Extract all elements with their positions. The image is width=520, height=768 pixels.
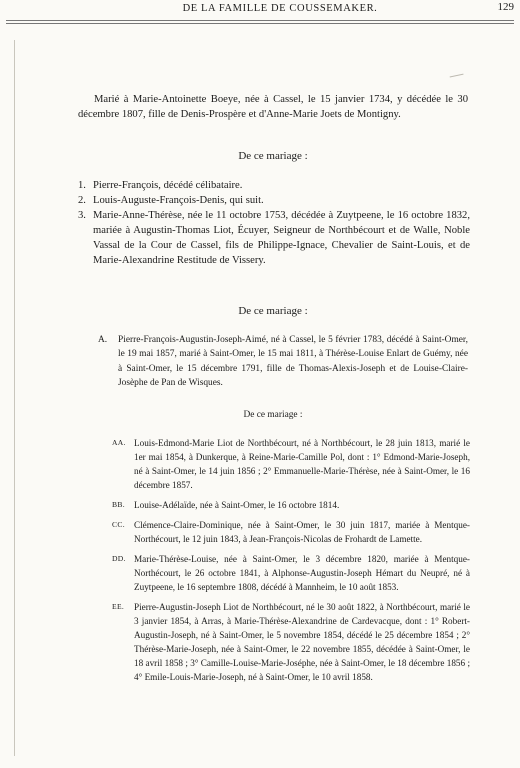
entry-label: CC. xyxy=(112,520,125,529)
item-text: Pierre-François, décédé célibataire. xyxy=(93,180,243,191)
entry-text: Marie-Thérèse-Louise, née à Saint-Omer, le 3 décembre 1820, mariée à Mentque-Northécourt, le 26 octobre 1841, à Alphonse-Augustin-Joseph Hémart du Neupré, né à Zuytpeene, le 16 septembre 1808, décédé à Mannheim, le 10 août 1853. xyxy=(134,554,470,592)
children-list-1 xyxy=(78,178,470,268)
list-item xyxy=(112,498,470,512)
entry-label: A. xyxy=(98,335,108,345)
children-list-3 xyxy=(112,436,470,690)
section-heading-3: De ce mariage : xyxy=(243,410,303,420)
item-number: 2. xyxy=(78,195,86,206)
entry-text: Pierre-Augustin-Joseph Liot de Northbécourt, né le 30 août 1822, à Northbécourt, marié le 3 janvier 1854, à Arras, à Marie-Thérèse-Alexandrine de Cardevacque, dont : 1° Robert-Augustin-Joseph, né à Saint-Omer, le 5 novembre 1854, décédé le 25 décembre 1854 ; 2° Thérèse-Marie-Joseph, née à Saint-Omer, le 22 novembre 1855, décédée à Saint-Omer, le 18 avril 1858 ; 3° Camille-Louise-Marie-Joséphe, née à Saint-Omer, le 18 décembre 1856 ; 4° Emile-Louis-Marie-Joseph, né à Saint-Omer, le 10 avril 1858. xyxy=(134,602,470,682)
item-text: Louis-Auguste-François-Denis, qui suit. xyxy=(93,195,264,206)
header-rule-bottom xyxy=(6,23,514,24)
list-item xyxy=(78,193,470,208)
entry-text: Louise-Adélaïde, née à Saint-Omer, le 16 octobre 1814. xyxy=(134,500,340,510)
section-heading-1: De ce mariage : xyxy=(238,150,308,162)
child-entry-a xyxy=(98,333,468,391)
list-item xyxy=(112,436,470,492)
list-item xyxy=(78,208,470,268)
header-rule-top xyxy=(6,20,514,21)
item-number: 3. xyxy=(78,210,86,221)
entry-label: EE. xyxy=(112,602,125,611)
entry-label: BB. xyxy=(112,500,125,509)
entry-text: Louis-Edmond-Marie Liot de Northbécourt, né à Northbécourt, le 28 juin 1813, marié le 1er mai 1854, à Dunkerque, à Reine-Marie-Camille Pol, dont : 1° Edmond-Marie-Joseph, né à Saint-Omer, le 14 juin 1856 ; 2° Emmanuelle-Marie-Thérèse, née à Saint-Omer, le 16 décembre 1857. xyxy=(134,438,470,490)
section-heading-2: De ce mariage : xyxy=(238,305,308,317)
list-item xyxy=(112,600,470,684)
entry-text: Clémence-Claire-Dominique, née à Saint-Omer, le 30 juin 1817, mariée à Mentque-Northécourt, le 12 juin 1843, à Jean-François-Nicolas de Frohardt de Lamette. xyxy=(134,520,470,544)
entry-label: DD. xyxy=(112,554,126,563)
item-number: 1. xyxy=(78,180,86,191)
page-edge-line xyxy=(14,40,15,756)
list-item xyxy=(112,552,470,594)
entry-text: Pierre-François-Augustin-Joseph-Aimé, né à Cassel, le 5 février 1783, décédé à Saint-Omer, le 19 mai 1857, marié à Saint-Omer, le 15 mai 1811, à Thérèse-Louise Enlart de Guémy, née à Saint-Omer, le 15 décembre 1791, fille de Thomas-Alexis-Joseph et de Louise-Claire-Josèphe de Pan de Wisques. xyxy=(118,335,468,389)
list-item xyxy=(112,518,470,546)
entry-label: AA. xyxy=(112,438,126,447)
list-item xyxy=(78,178,470,193)
item-text: Marie-Anne-Thérèse, née le 11 octobre 1753, décédée à Zuytpeene, le 16 octobre 1832, mariée à Augustin-Thomas Liot, Écuyer, Seigneur de Northbécourt et de Walle, Noble Vassal de la Cour de Cassel, fils de Philippe-Ignace, Chevalier de Saint-Louis, et de Marie-Alexandrine Restitude de Vissery. xyxy=(93,210,470,266)
page-number: 129 xyxy=(497,1,514,13)
running-header: DE LA FAMILLE DE COUSSEMAKER. xyxy=(182,3,378,14)
ink-mark xyxy=(450,74,465,82)
intro-paragraph: Marié à Marie-Antoinette Boeye, née à Cassel, le 15 janvier 1734, y décédée le 30 décembre 1807, fille de Denis-Prospère et d'Anne-Marie Joets de Montigny. xyxy=(78,94,468,120)
